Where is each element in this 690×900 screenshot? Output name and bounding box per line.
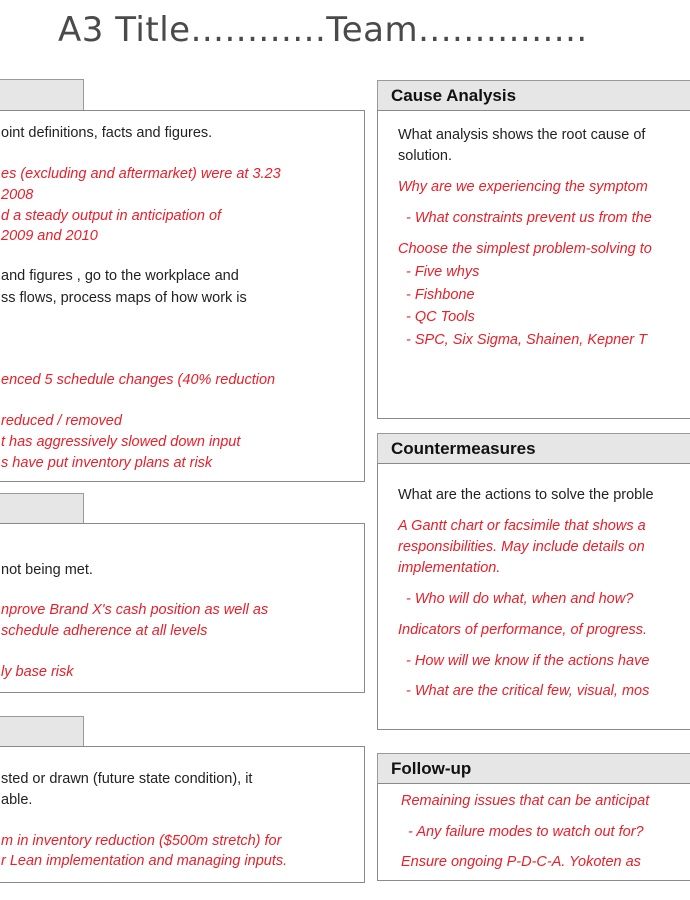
background-line: reduced / removed xyxy=(1,413,122,429)
problem-panel xyxy=(0,523,365,693)
background-header-tab xyxy=(0,79,84,111)
background-panel xyxy=(0,110,365,482)
problem-header-tab xyxy=(0,493,84,524)
countermeasures-panel xyxy=(377,463,690,730)
background-line: enced 5 schedule changes (40% reduction xyxy=(1,372,276,388)
background-line: s have put inventory plans at risk xyxy=(1,455,213,471)
target-line: able. xyxy=(1,792,33,808)
countermeasures-title: Countermeasures xyxy=(391,439,536,458)
page-title: A3 Title............Team............... xyxy=(58,10,588,50)
follow-up-line: - Any failure modes to watch out for? xyxy=(408,824,644,840)
cause-analysis-line: Choose the simplest problem-solving to xyxy=(398,241,652,257)
countermeasures-line: What are the actions to solve the proble xyxy=(398,487,654,503)
countermeasures-line: A Gantt chart or facsimile that shows a xyxy=(398,518,646,534)
target-header-tab xyxy=(0,716,84,747)
target-line: sted or drawn (future state condition), it xyxy=(1,771,253,787)
countermeasures-header xyxy=(377,433,690,464)
cause-analysis-line: Why are we experiencing the symptom xyxy=(398,179,648,195)
follow-up-line: Ensure ongoing P-D-C-A. Yokoten as xyxy=(401,854,641,870)
cause-analysis-header xyxy=(377,80,690,111)
background-line: 2009 and 2010 xyxy=(1,228,98,244)
cause-analysis-line: What analysis shows the root cause of xyxy=(398,127,646,143)
background-line: oint definitions, facts and figures. xyxy=(1,125,213,141)
countermeasures-line: - What are the critical few, visual, mos xyxy=(406,683,650,699)
background-line: t has aggressively slowed down input xyxy=(1,434,241,450)
countermeasures-line: - Who will do what, when and how? xyxy=(406,591,634,607)
cause-analysis-line: - What constraints prevent us from the xyxy=(406,210,652,226)
target-line: m in inventory reduction ($500m stretch) for xyxy=(1,833,282,849)
cause-analysis-line: - SPC, Six Sigma, Shainen, Kepner T xyxy=(406,332,647,348)
follow-up-header xyxy=(377,753,690,784)
problem-line: ly base risk xyxy=(1,664,74,680)
countermeasures-line: responsibilities. May include details on xyxy=(398,539,645,555)
background-line: ss flows, process maps of how work is xyxy=(1,290,247,306)
countermeasures-line: implementation. xyxy=(398,560,501,576)
countermeasures-line: - How will we know if the actions have xyxy=(406,653,650,669)
target-panel xyxy=(0,746,365,883)
background-line: and figures , go to the workplace and xyxy=(1,268,239,284)
follow-up-title: Follow-up xyxy=(391,759,472,778)
background-line: es (excluding and aftermarket) were at 3.23 xyxy=(1,166,281,182)
target-line: r Lean implementation and managing inputs. xyxy=(1,853,288,869)
cause-analysis-panel xyxy=(377,110,690,419)
follow-up-line: Remaining issues that can be anticipat xyxy=(401,793,650,809)
problem-line: nprove Brand X's cash position as well as xyxy=(1,602,269,618)
countermeasures-line: Indicators of performance, of progress. xyxy=(398,622,648,638)
cause-analysis-line: - QC Tools xyxy=(406,309,475,325)
background-line: d a steady output in anticipation of xyxy=(1,208,222,224)
background-line: 2008 xyxy=(1,187,34,203)
problem-line: not being met. xyxy=(1,562,93,578)
cause-analysis-line: - Five whys xyxy=(406,264,480,280)
cause-analysis-line: solution. xyxy=(398,148,453,164)
problem-line: schedule adherence at all levels xyxy=(1,623,208,639)
cause-analysis-line: - Fishbone xyxy=(406,287,475,303)
cause-analysis-title: Cause Analysis xyxy=(391,86,517,105)
follow-up-panel xyxy=(377,783,690,881)
